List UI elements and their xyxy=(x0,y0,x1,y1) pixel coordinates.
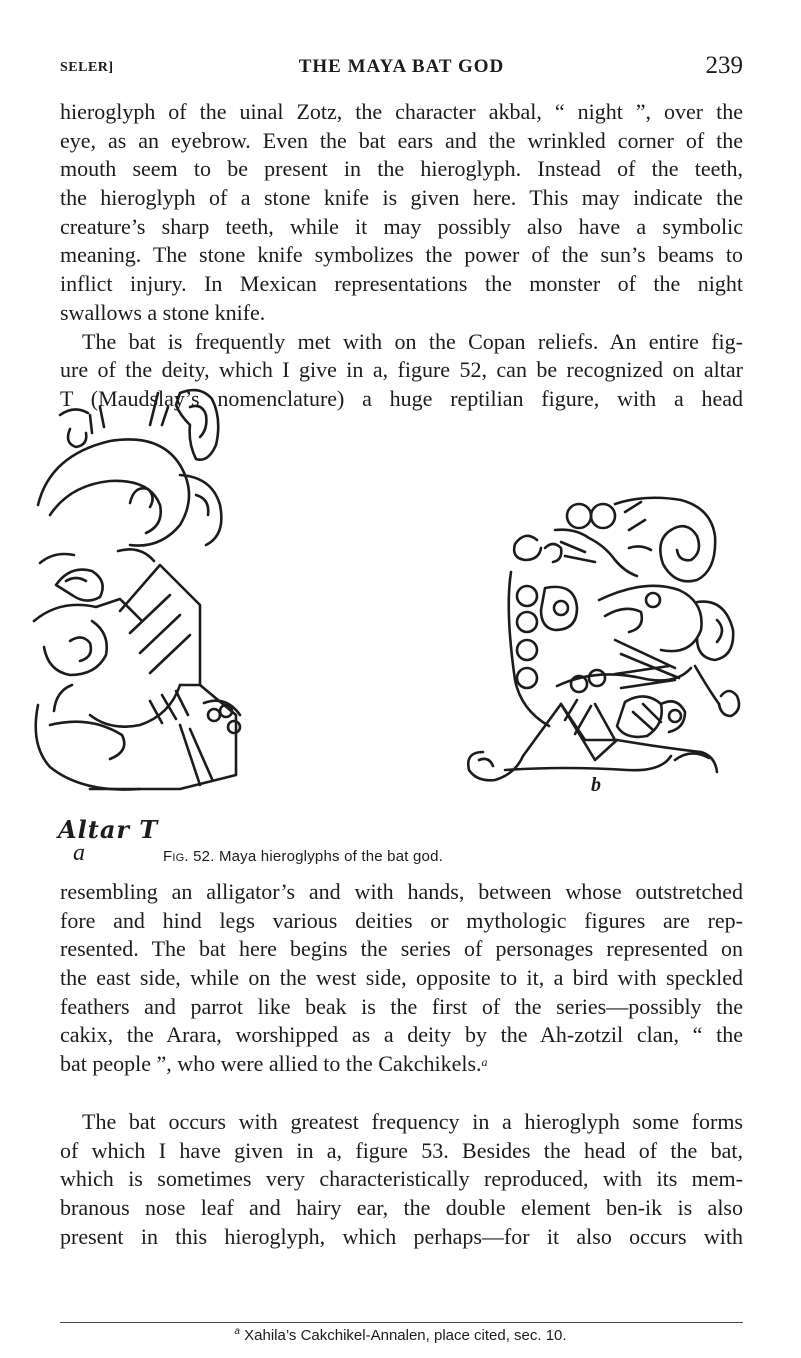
text-line: eye, as an eyebrow. Even the bat ears and the wrinkled corner of the xyxy=(60,127,743,153)
text-line: of which I have given in a, figure 53. Besides the head of the bat, xyxy=(60,1137,743,1163)
text-line-content: bat people ”, who were allied to the Cakchikels. xyxy=(60,1051,482,1077)
text-line: branous nose leaf and hairy ear, the double element ben-ik is also xyxy=(60,1195,743,1221)
paragraph-3 xyxy=(60,878,743,1079)
text-line: inflict injury. In Mexican representations the monster of the night xyxy=(60,271,743,297)
figure-52a-altar-t-bat xyxy=(30,385,250,805)
figure-label-a: a xyxy=(73,840,85,866)
text-line: resembling an alligator’s and with hands, between whose outstretched xyxy=(60,879,743,904)
page-number: 239 xyxy=(705,52,743,79)
footnote-divider xyxy=(60,1322,743,1323)
text-line xyxy=(60,1050,743,1079)
text-line: the east side, while on the west side, opposite to it, a bird with speckled xyxy=(60,965,743,991)
text-line: mouth seem to be present in the hieroglyph. Instead of the teeth, xyxy=(60,156,743,182)
text-line: swallows a stone knife. xyxy=(60,299,266,325)
text-line: ure of the deity, which I give in a, figure 52, can be recognized on altar xyxy=(60,357,743,383)
figure-caption-text: Maya hieroglyphs of the bat god. xyxy=(218,848,443,865)
footnote-reference: a xyxy=(481,1055,488,1070)
paragraph-4 xyxy=(60,1108,743,1251)
text-line: meaning. The stone knife symbolizes the power of the sun’s beams to xyxy=(60,242,743,268)
footnote-marker: a xyxy=(234,1326,240,1337)
text-line: which is sometimes very characteristically reproduced, with its mem- xyxy=(60,1166,743,1192)
text-line: the hieroglyph of a stone knife is given here. This may indicate the xyxy=(60,185,743,211)
footnote xyxy=(0,1326,801,1344)
text-line: resented. The bat here begins the series of personages represented on xyxy=(60,936,743,962)
text-line: T (Maudslay’s nomenclature) a huge reptilian figure, with a head xyxy=(60,385,743,411)
running-head-author: SELER] xyxy=(60,60,114,75)
text-line: hieroglyph of the uinal Zotz, the character akbal, “ night ”, over the xyxy=(60,99,743,124)
figure-caption xyxy=(163,848,443,865)
figure-number: Fig. 52. xyxy=(163,848,215,865)
running-head xyxy=(60,54,743,88)
figure-52b-bat-glyph xyxy=(465,490,755,810)
handwritten-label: Altar T xyxy=(58,815,159,844)
paragraph-1 xyxy=(60,98,743,328)
text-line: creature’s sharp teeth, while it may possibly also have a symbolic xyxy=(60,213,743,239)
text-line: The bat is frequently met with on the Copan reliefs. An entire fig- xyxy=(82,328,743,354)
text-line: The bat occurs with greatest frequency in a hieroglyph some forms xyxy=(82,1109,743,1134)
text-line: fore and hind legs various deities or mythologic figures are rep- xyxy=(60,907,743,933)
text-line: present in this hieroglyph, which perhaps—for it also occurs with xyxy=(60,1223,743,1249)
text-line: cakix, the Arara, worshipped as a deity by the Ah-zotzil clan, “ the xyxy=(60,1022,743,1048)
footnote-text: Xahila’s Cakchikel-Annalen, place cited, sec. 10. xyxy=(244,1327,567,1344)
figure-label-b: b xyxy=(591,774,601,796)
text-line: feathers and parrot like beak is the first of the series—possibly the xyxy=(60,993,743,1019)
running-head-title: THE MAYA BAT GOD xyxy=(298,56,505,77)
